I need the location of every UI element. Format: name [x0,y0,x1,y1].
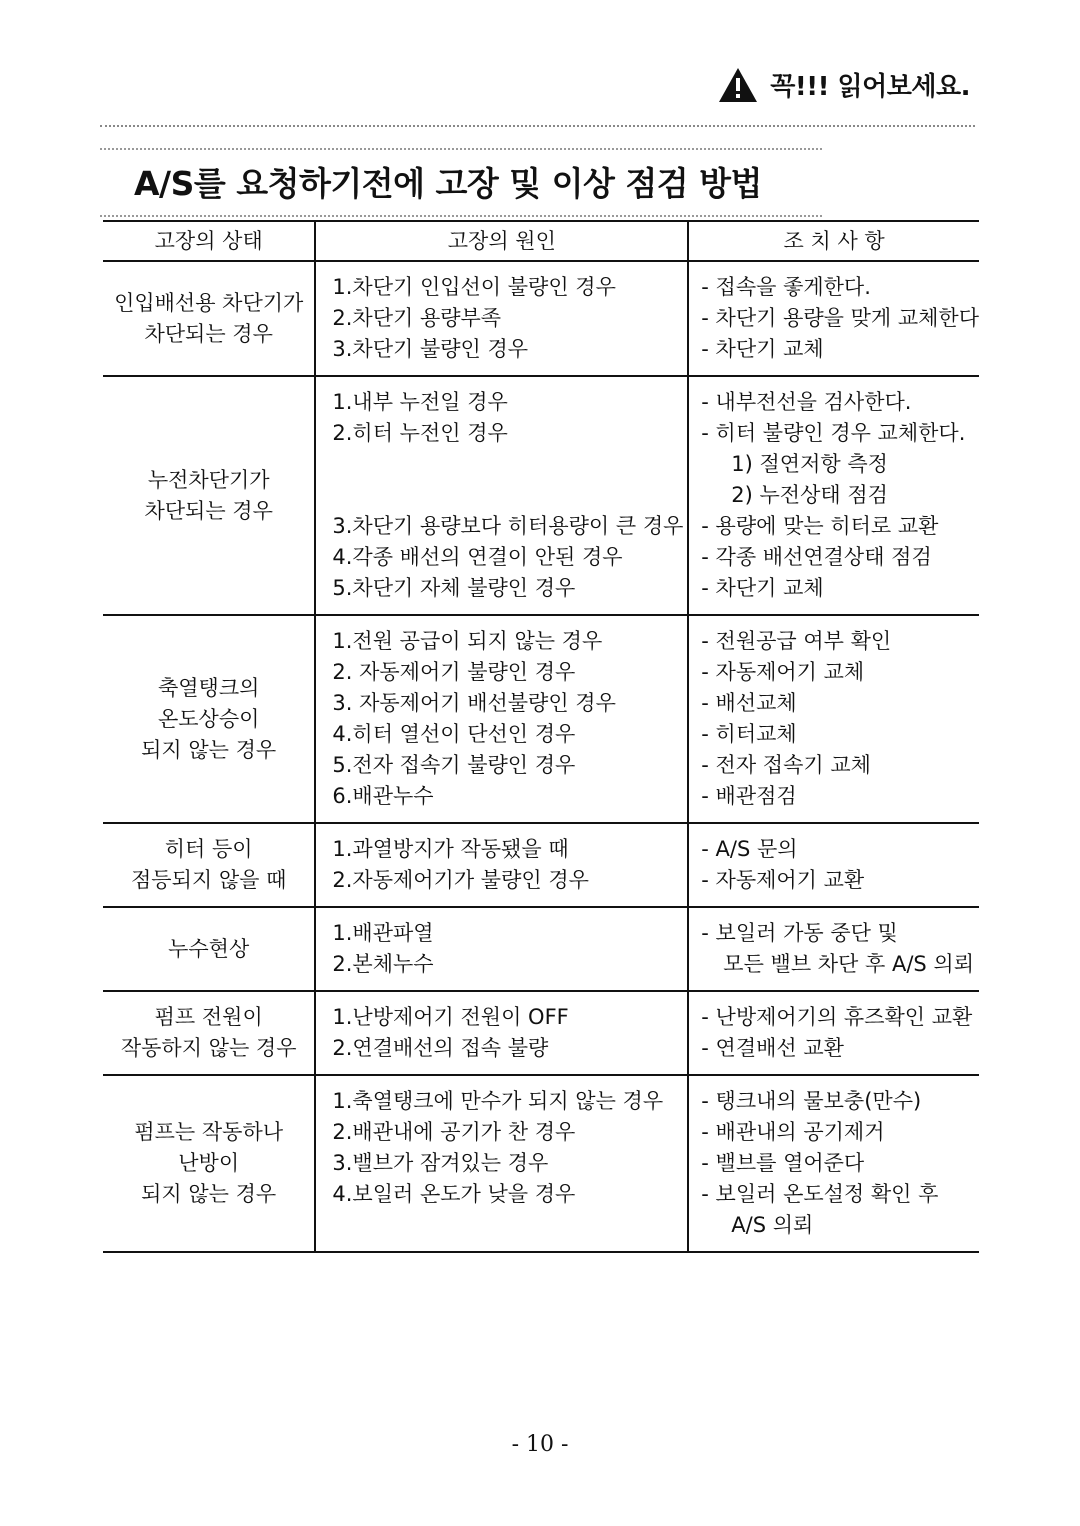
state-line: 되지 않는 경우 [141,737,277,762]
page-title: A/S를 요청하기전에 고장 및 이상 점검 방법 [134,164,762,203]
cause-line: 1.내부 누전일 경우 [332,390,508,414]
state-line: 차단되는 경우 [144,321,273,346]
action-line: - 난방제어기의 휴즈확인 교환 [701,1005,973,1029]
state-cell [103,376,315,615]
action-line: - 내부전선을 검사한다. [701,390,912,414]
state-cell [103,991,315,1075]
action-line: - 자동제어기 교체 [701,660,865,684]
cause-line: 1.전원 공급이 되지 않는 경우 [332,629,603,653]
action-cell [688,823,979,907]
table-row [103,823,979,907]
state-line: 펌프 전원이 [154,1005,263,1029]
warning-text: 꼭!!! 읽어보세요. [770,72,970,102]
warning-notice [718,66,970,103]
state-line: 축열탱크의 [157,675,260,700]
cause-line: 4.보일러 온도가 낮을 경우 [332,1182,576,1206]
state-line: 누전차단기가 [147,467,270,492]
cause-cell [315,376,688,615]
state-line: 작동하지 않는 경우 [120,1036,297,1060]
action-subline: 모든 밸브 차단 후 A/S 의뢰 [723,952,975,976]
action-line: - 히터 불량인 경우 교체한다. [701,421,966,445]
state-line: 차단되는 경우 [144,498,273,523]
action-cell [688,1075,979,1252]
action-line: - 용량에 맞는 히터로 교환 [701,514,939,538]
state-cell [103,907,315,991]
action-cell [688,376,979,615]
action-line: - A/S 문의 [701,837,798,861]
action-line: - 전원공급 여부 확인 [701,629,892,653]
cause-cell [315,1075,688,1252]
state-line: 펌프는 작동하나 [134,1120,284,1144]
state-line: 난방이 [178,1151,240,1175]
table-row [103,1075,979,1252]
warning-icon [718,67,758,103]
action-line: - 연결배선 교환 [701,1036,844,1060]
title-rule-bottom [100,215,822,217]
cause-line: 2.자동제어기가 불량인 경우 [332,868,589,892]
cause-line: 3.차단기 용량보다 히터용량이 큰 경우 [332,514,684,538]
state-line: 히터 등이 [164,837,253,861]
table-row [103,376,979,615]
cause-line: 3. 자동제어기 배선불량인 경우 [332,691,616,715]
cause-line: 2.배관내에 공기가 찬 경우 [332,1120,576,1144]
cause-line: 1.축열탱크에 만수가 되지 않는 경우 [332,1089,664,1113]
action-line: - 보일러 가동 중단 및 [701,921,898,945]
action-cell [688,615,979,823]
action-line: - 차단기 교체 [701,576,824,600]
cause-line: 6.배관누수 [332,784,434,808]
action-cell [688,907,979,991]
cause-line: 3.밸브가 잠겨있는 경우 [332,1151,549,1175]
cause-line: 5.전자 접속기 불량인 경우 [332,753,576,777]
state-line: 온도상승이 [157,706,260,731]
cause-cell [315,615,688,823]
header-action: 조 치 사 항 [688,221,979,261]
state-cell [103,615,315,823]
cause-line: 1.배관파열 [332,921,434,945]
cause-line: 2.차단기 용량부족 [332,306,502,330]
header-state: 고장의 상태 [103,221,315,261]
table-row [103,615,979,823]
cause-cell [315,907,688,991]
cause-cell [315,991,688,1075]
state-cell [103,261,315,376]
action-line: - 히터교체 [701,722,797,746]
state-line: 인입배선용 차단기가 [114,290,304,315]
state-cell [103,823,315,907]
action-line: - 배관내의 공기제거 [701,1120,885,1144]
action-line: - 차단기 교체 [701,337,824,361]
state-line: 되지 않는 경우 [141,1182,277,1206]
cause-gap [332,449,687,511]
action-cell [688,261,979,376]
action-subline: A/S 의뢰 [731,1213,814,1237]
action-line: - 보일러 온도설정 확인 후 [701,1182,939,1206]
state-line: 점등되지 않을 때 [131,868,287,892]
cause-line: 3.차단기 불량인 경우 [332,337,529,361]
troubleshooting-table [103,220,979,1253]
action-line: - 밸브를 열어준다 [701,1151,865,1175]
action-line: - 전자 접속기 교체 [701,753,871,777]
cause-line: 4.히터 열선이 단선인 경우 [332,722,576,746]
cause-line: 2.본체누수 [332,952,434,976]
state-cell [103,1075,315,1252]
action-line: - 배관점검 [701,784,797,808]
cause-line: 1.차단기 인입선이 불량인 경우 [332,275,616,299]
cause-line: 1.난방제어기 전원이 OFF [332,1005,569,1029]
cause-line: 2.연결배선의 접속 불량 [332,1036,549,1060]
action-line: - 자동제어기 교환 [701,868,865,892]
action-line: - 각종 배선연결상태 점검 [701,545,932,569]
table-row [103,991,979,1075]
page-number: - 10 - [511,1432,569,1457]
table-row [103,907,979,991]
action-subline: 2) 누전상태 점검 [731,483,888,507]
action-line: - 배선교체 [701,691,797,715]
action-line: - 접속을 좋게한다. [701,275,871,299]
cause-line: 1.과열방지가 작동됐을 때 [332,837,569,861]
cause-line: 5.차단기 자체 불량인 경우 [332,576,576,600]
action-cell [688,991,979,1075]
table-header-row [103,221,979,261]
cause-line: 2.히터 누전인 경우 [332,421,508,445]
table-row [103,261,979,376]
action-line: - 차단기 용량을 맞게 교체한다 [701,306,979,330]
header-rule [100,125,975,127]
state-line: 누수현상 [168,936,250,961]
cause-cell [315,261,688,376]
cause-line: 2. 자동제어기 불량인 경우 [332,660,576,684]
action-subline: 1) 절연저항 측정 [731,452,888,476]
title-block [100,148,822,217]
cause-line: 4.각종 배선의 연결이 안된 경우 [332,545,623,569]
header-cause: 고장의 원인 [315,221,688,261]
action-line: - 탱크내의 물보충(만수) [701,1089,922,1113]
cause-cell [315,823,688,907]
